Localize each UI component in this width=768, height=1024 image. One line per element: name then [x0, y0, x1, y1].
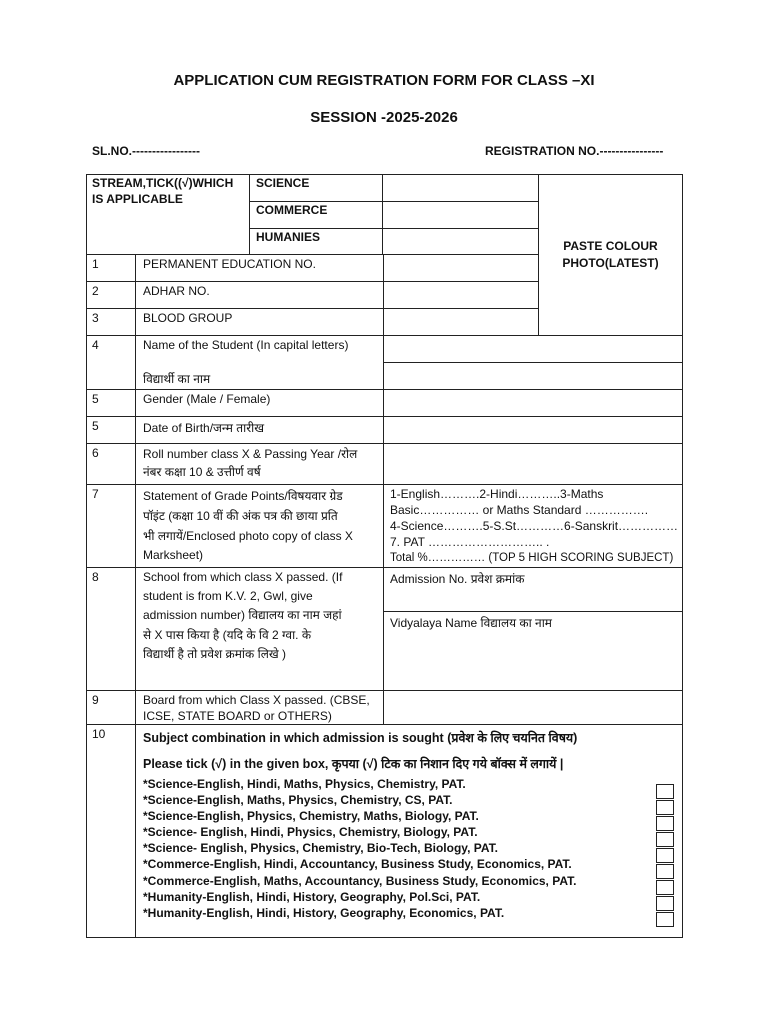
school-label: School from which class X passed. (If: [143, 570, 343, 584]
subject-checkbox[interactable]: [656, 880, 674, 895]
row-number: 5: [92, 419, 99, 433]
stream-option-humanities: HUMANIES: [256, 230, 321, 244]
tick-instruction: Please tick (√) in the given box, कृपया (√) टिक का निशान दिए गये बॉक्स में लगायें |: [143, 757, 564, 771]
permanent-education-no-label: PERMANENT EDUCATION NO.: [143, 257, 316, 271]
board-label: Board from which Class X passed. (CBSE,: [143, 693, 370, 707]
grade-points-label: Statement of Grade Points/विषयवार ग्रेड: [143, 489, 343, 503]
subject-option: *Commerce-English, Hindi, Accountancy, Business Study, Economics, PAT.: [143, 857, 572, 871]
vidyalaya-name-field[interactable]: [384, 631, 682, 690]
row-number: 7: [92, 487, 99, 501]
subject-option: *Science- English, Physics, Chemistry, Bio-Tech, Biology, PAT.: [143, 841, 498, 855]
stream-tick-humanities[interactable]: [383, 229, 538, 254]
grade-points-label-4: Marksheet): [143, 548, 204, 562]
admission-no-field[interactable]: [384, 587, 682, 611]
row-number: 6: [92, 446, 99, 460]
roll-number-label: Roll number class X & Passing Year /रोल: [143, 447, 358, 461]
stream-tick-commerce[interactable]: [383, 202, 538, 228]
subject-option: *Science-English, Maths, Physics, Chemistry, CS, PAT.: [143, 793, 453, 807]
stream-option-commerce: COMMERCE: [256, 203, 328, 217]
row-number: 1: [92, 257, 99, 271]
photo-label-2: PHOTO(LATEST): [562, 256, 659, 270]
subject-checkbox[interactable]: [656, 832, 674, 847]
row-number: 3: [92, 311, 99, 325]
stream-option-science: SCIENCE: [256, 176, 310, 190]
subject-option: *Humanity-English, Hindi, History, Geography, Economics, PAT.: [143, 906, 505, 920]
subject-combination-heading: Subject combination in which admission is sought (प्रवेश के लिए चयनित विषय): [143, 731, 578, 745]
dob-field[interactable]: [384, 417, 682, 443]
subject-checkbox[interactable]: [656, 912, 674, 927]
blood-group-label: BLOOD GROUP: [143, 311, 233, 325]
stream-tick-science[interactable]: [383, 175, 538, 201]
subject-checkbox[interactable]: [656, 848, 674, 863]
subject-checkbox[interactable]: [656, 896, 674, 911]
subject-checkbox[interactable]: [656, 800, 674, 815]
school-label-3: admission number) विद्यालय का नाम जहां: [143, 608, 342, 622]
subject-option: *Commerce-English, Maths, Accountancy, Business Study, Economics, PAT.: [143, 874, 577, 888]
roll-number-label-2: नंबर कक्षा 10 & उत्तीर्ण वर्ष: [143, 465, 261, 479]
school-label-2: student is from K.V. 2, Gwl, give: [143, 589, 313, 603]
subject-option: *Humanity-English, Hindi, History, Geography, Pol.Sci, PAT.: [143, 890, 481, 904]
vidyalaya-name-label: Vidyalaya Name विद्यालय का नाम: [390, 616, 552, 630]
sl-no: SL.NO.-----------------: [92, 144, 200, 158]
roll-number-field[interactable]: [384, 444, 682, 484]
grade-total-line: Total %…………… (TOP 5 HIGH SCORING SUBJECT): [390, 552, 674, 564]
registration-no: REGISTRATION NO.----------------: [485, 144, 664, 158]
dob-label: Date of Birth/जन्म तारीख: [143, 421, 265, 435]
photo-label: PASTE COLOUR: [563, 239, 658, 253]
stream-label: STREAM,TICK((√)WHICH: [92, 176, 234, 190]
student-name-label: Name of the Student (In capital letters): [143, 338, 349, 352]
row-number: 2: [92, 284, 99, 298]
grade-points-label-2: पॉइंट (कक्षा 10 वीं की अंक पत्र की छाया प्रति: [143, 509, 338, 523]
grade-subjects-line-3: 4-Science……….5-S.St…………6-Sanskrit……………: [390, 519, 679, 533]
subject-checkbox[interactable]: [656, 816, 674, 831]
gender-field[interactable]: [384, 390, 682, 416]
row-number: 8: [92, 570, 99, 584]
row-number: 5: [92, 392, 99, 406]
student-name-label-hindi: विद्यार्थी का नाम: [143, 372, 211, 386]
grade-subjects-line-1: 1-English……….2-Hindi………..3-Maths: [390, 487, 604, 501]
grade-subjects-line-4: 7. PAT ……………………….. .: [390, 535, 550, 549]
form-title: APPLICATION CUM REGISTRATION FORM FOR CLASS –XI: [173, 72, 595, 89]
gender-label: Gender (Male / Female): [143, 392, 271, 406]
grade-points-label-3: भी लगायें/Enclosed photo copy of class X: [143, 529, 353, 543]
row-number: 9: [92, 693, 99, 707]
school-label-5: विद्यार्थी है तो प्रवेश क्रमांक लिखे ): [143, 647, 286, 661]
school-label-4: से X पास किया है (यदि के वि 2 ग्वा. के: [143, 628, 312, 642]
subject-option: *Science- English, Hindi, Physics, Chemistry, Biology, PAT.: [143, 825, 478, 839]
subject-option: *Science-English, Hindi, Maths, Physics, Chemistry, PAT.: [143, 777, 466, 791]
session-title: SESSION -2025-2026: [310, 109, 458, 126]
admission-no-label: Admission No. प्रवेश क्रमांक: [390, 572, 525, 586]
blood-group-field[interactable]: [384, 309, 538, 335]
board-label-2: ICSE, STATE BOARD or OTHERS): [143, 709, 332, 723]
student-name-field[interactable]: [384, 336, 682, 362]
adhar-no-field[interactable]: [384, 282, 538, 308]
subject-checkbox[interactable]: [656, 864, 674, 879]
student-name-hindi-field[interactable]: [384, 363, 682, 389]
subject-option: *Science-English, Physics, Chemistry, Maths, Biology, PAT.: [143, 809, 479, 823]
subject-checkbox[interactable]: [656, 784, 674, 799]
permanent-education-no-field[interactable]: [384, 255, 538, 281]
row-number: 10: [92, 727, 106, 741]
stream-label-2: IS APPLICABLE: [92, 192, 183, 206]
board-field[interactable]: [384, 691, 682, 724]
row-number: 4: [92, 338, 99, 352]
adhar-no-label: ADHAR NO.: [143, 284, 210, 298]
grade-subjects-line-2: Basic…………… or Maths Standard …………….: [390, 503, 649, 517]
